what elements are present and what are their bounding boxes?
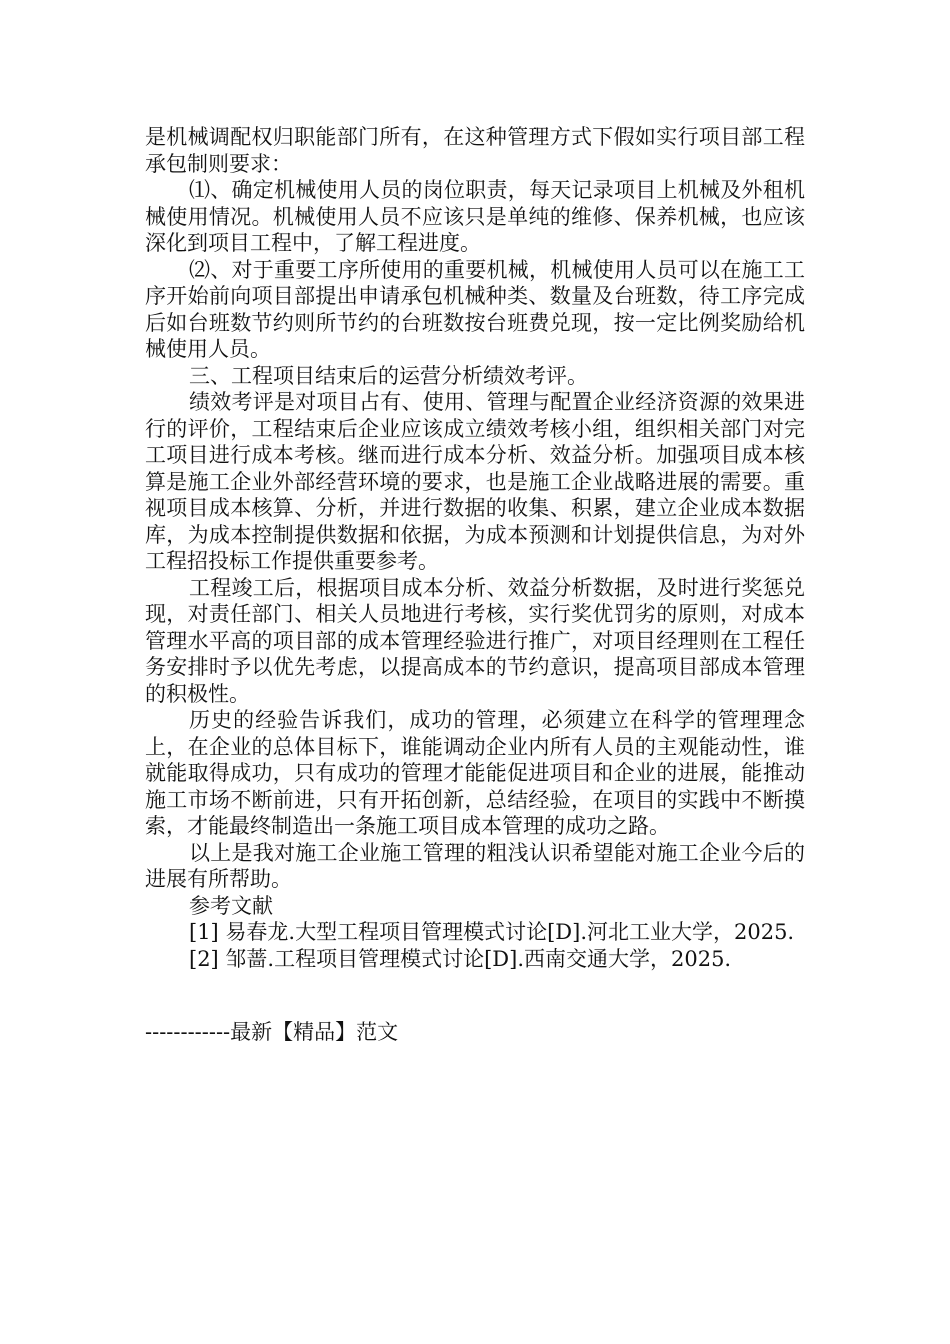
paragraph-history: 历史的经验告诉我们，成功的管理，必须建立在科学的管理理念上，在企业的总体目标下，谁能调动企业内所有人员的主观能动性，谁就能取得成功，只有成功的管理才能能促进项目和企业的进展，能推动施工市场不断前进，只有开拓创新，总结经验，在项目的实践中不断摸索，才能最终制造出一条施工项目成本管理的成功之路。 (145, 708, 805, 838)
reference-item-2: [2] 邹蔷.工程项目管理模式讨论[D].西南交通大学，2025. (189, 946, 732, 971)
paragraph-performance-evaluation: 绩效考评是对项目占有、使用、管理与配置企业经济资源的效果进行的评价，工程结束后企业应该成立绩效考核小组，组织相关部门对完工项目进行成本考核。继而进行成本分析、效益分析。加强项目成本核算是施工企业外部经营环境的要求，也是施工企业战略进展的需要。重视项目成本核算、分析，并进行数据的收集、积累，建立企业成本数据库，为成本控制提供数据和依据，为成本预测和计划提供信息，为对外工程招投标工作提供重要参考。 (145, 390, 805, 573)
references-heading: 参考文献 (189, 893, 273, 918)
paragraph-conclusion: 以上是我对施工企业施工管理的粗浅认识希望能对施工企业今后的进展有所帮助。 (145, 840, 805, 891)
document-body (145, 124, 805, 972)
paragraph-completion: 工程竣工后，根据项目成本分析、效益分析数据，及时进行奖惩兑现，对责任部门、相关人员地进行考核，实行奖优罚劣的原则，对成本管理水平高的项目部的成本管理经验进行推广，对项目经理则在工程任务安排时予以优先考虑，以提高成本的节约意识，提高项目部成本管理的积极性。 (145, 575, 805, 706)
paragraph-continuation: 是机械调配权归职能部门所有，在这种管理方式下假如实行项目部工程承包制则要求： (145, 125, 805, 176)
paragraph-item-2: ⑵、对于重要工序所使用的重要机械，机械使用人员可以在施工工序开始前向项目部提出申请承包机械种类、数量及台班数，待工序完成后如台班数节约则所节约的台班数按台班费兑现，按一定比例奖励给机械使用人员。 (145, 257, 805, 361)
section-heading: 三、工程项目结束后的运营分析绩效考评。 (189, 363, 588, 388)
reference-item-1: [1] 易春龙.大型工程项目管理模式讨论[D].河北工业大学，2025. (189, 920, 795, 944)
footer-caption: ------------最新【精品】范文 (145, 1020, 399, 1044)
paragraph-item-1: ⑴、确定机械使用人员的岗位职责，每天记录项目上机械及外租机械使用情况。机械使用人员不应该只是单纯的维修、保养机械，也应该深化到项目工程中，了解工程进度。 (145, 178, 805, 255)
